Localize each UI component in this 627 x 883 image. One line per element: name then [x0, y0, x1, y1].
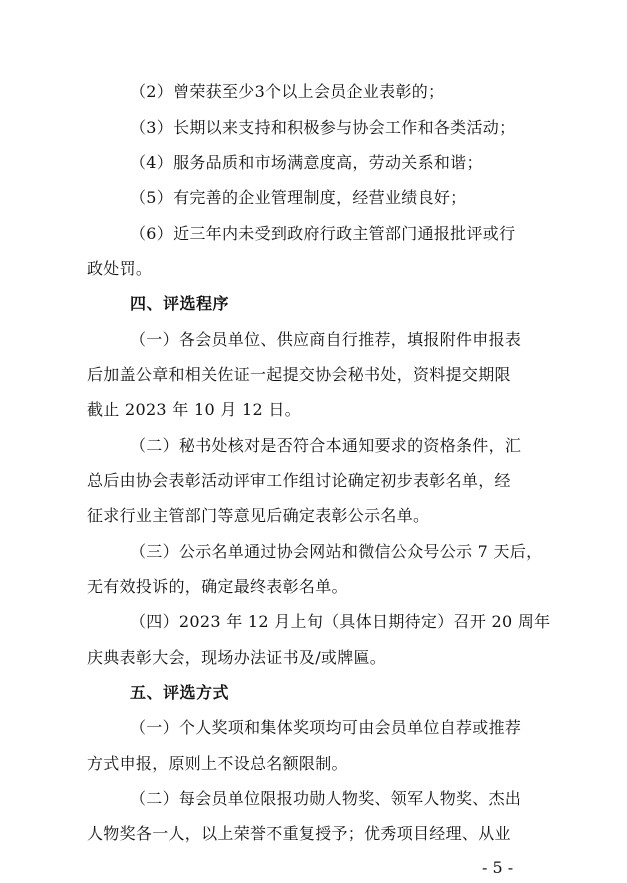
criterion-6-line2: 政处罚。 [87, 259, 153, 278]
criterion-4: （4）服务品质和市场满意度高，劳动关系和谐； [130, 153, 483, 172]
procedure-3-line2: 无有效投诉的，确定最终表彰名单。 [87, 577, 348, 596]
procedure-4-line2: 庆典表彰大会，现场办法证书及/或牌匾。 [87, 648, 387, 667]
criterion-5: （5）有完善的企业管理制度，经营业绩良好； [130, 188, 467, 207]
method-2-line2: 人物奖各一人，以上荣誉不重复授予；优秀项目经理、从业 [87, 824, 511, 843]
section-heading-procedure: 四、评选程序 [130, 294, 230, 313]
procedure-2-line1: （二）秘书处核对是否符合本通知要求的资格条件，汇 [130, 436, 522, 455]
procedure-2-line2: 总后由协会表彰活动评审工作组讨论确定初步表彰名单，经 [87, 471, 511, 490]
section-heading-method: 五、评选方式 [130, 683, 230, 702]
procedure-1-line1: （一）各会员单位、供应商自行推荐，填报附件申报表 [130, 330, 522, 349]
criterion-6-line1: （6）近三年内未受到政府行政主管部门通报批评或行 [130, 224, 516, 243]
procedure-2-line3: 征求行业主管部门等意见后确定表彰公示名单。 [87, 506, 430, 525]
method-2-line1: （二）每会员单位限报功勋人物奖、领军人物奖、杰出 [130, 789, 522, 808]
procedure-1-line2: 后加盖公章和相关佐证一起提交协会秘书处，资料提交期限 [87, 365, 511, 384]
method-1-line1: （一）个人奖项和集体奖项均可由会员单位自荐或推荐 [130, 718, 522, 737]
method-1-line2: 方式申报，原则上不设总名额限制。 [87, 754, 348, 773]
procedure-3-line1: （三）公示名单通过协会网站和微信公众号公示 7 天后， [130, 542, 543, 561]
procedure-4-line1: （四）2023 年 12 月上旬（具体日期待定）召开 20 周年 [130, 612, 551, 631]
page-number: - 5 - [482, 858, 514, 877]
criterion-2: （2）曾荣获至少3个以上会员企业表彰的； [130, 82, 445, 101]
criterion-3: （3）长期以来支持和积极参与协会工作和各类活动； [130, 118, 516, 137]
procedure-1-line3: 截止 2023 年 10 月 12 日。 [87, 400, 301, 419]
